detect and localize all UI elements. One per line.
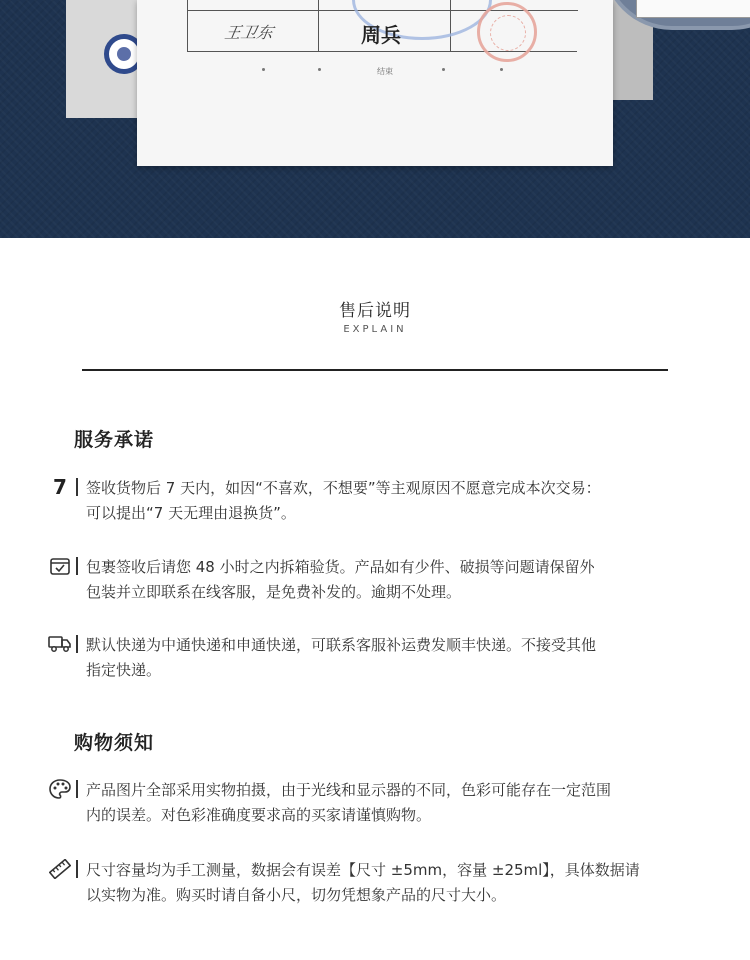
item-text [86,633,716,683]
red-seal-icon [477,2,537,62]
item-line: 尺寸容量均为手工测量，数据会有误差【尺寸 ±5mm，容量 ±25ml】，具体数据请 [86,861,640,879]
item-line: 默认快递为中通快递和申通快递，可联系客服补运费发顺丰快递。不接受其他 [86,636,597,654]
item-text [86,476,716,526]
item-line: 内的误差。对色彩准确度要求高的买家请谨慎购物。 [86,806,432,824]
section-heading-shopping: 购物须知 [74,732,155,754]
header-divider [82,369,668,371]
page-subtitle: EXPLAIN [343,324,407,335]
item-line: 指定快递。 [86,661,162,679]
item-text [86,778,716,828]
section-heading-service: 服务承诺 [74,429,155,451]
delivery-truck-icon [48,633,72,655]
page-title: 售后说明 [339,301,411,321]
item-bar [76,557,78,575]
item-text [86,555,716,605]
item-bar [76,478,78,496]
item-bar [76,635,78,653]
package-check-icon [48,555,72,577]
item-line: 包装并立即联系在线客服，是免费补发的。逾期不处理。 [86,583,462,601]
ruler-icon [48,858,72,880]
product-photo-banner [0,0,750,238]
item-line: 以实物为准。购买时请自备小尺，切勿凭想象产品的尺寸大小。 [86,886,507,904]
item-line: 签收货物后 7 天内，如因“不喜欢，不想要”等主观原因不愿意完成本次交易： [86,479,601,497]
signature-right: 周兵 [361,23,401,47]
color-palette-icon [48,778,72,800]
item-line: 可以提出“7 天无理由退换货”。 [86,504,296,522]
item-bar [76,860,78,878]
signature-left: 王卫东 [223,23,275,42]
document-small-text: 结束 [377,67,393,76]
contract-document [137,0,613,166]
item-bar [76,780,78,798]
item-line: 产品图片全部采用实物拍摄，由于光线和显示器的不同，色彩可能存在一定范围 [86,781,612,799]
number-seven-label: 7 [53,475,67,499]
item-line: 包裹签收后请您 48 小时之内拆箱验货。产品如有少件、破损等问题请保留外 [86,558,595,576]
number-seven-icon [48,476,72,498]
item-text [86,858,716,908]
